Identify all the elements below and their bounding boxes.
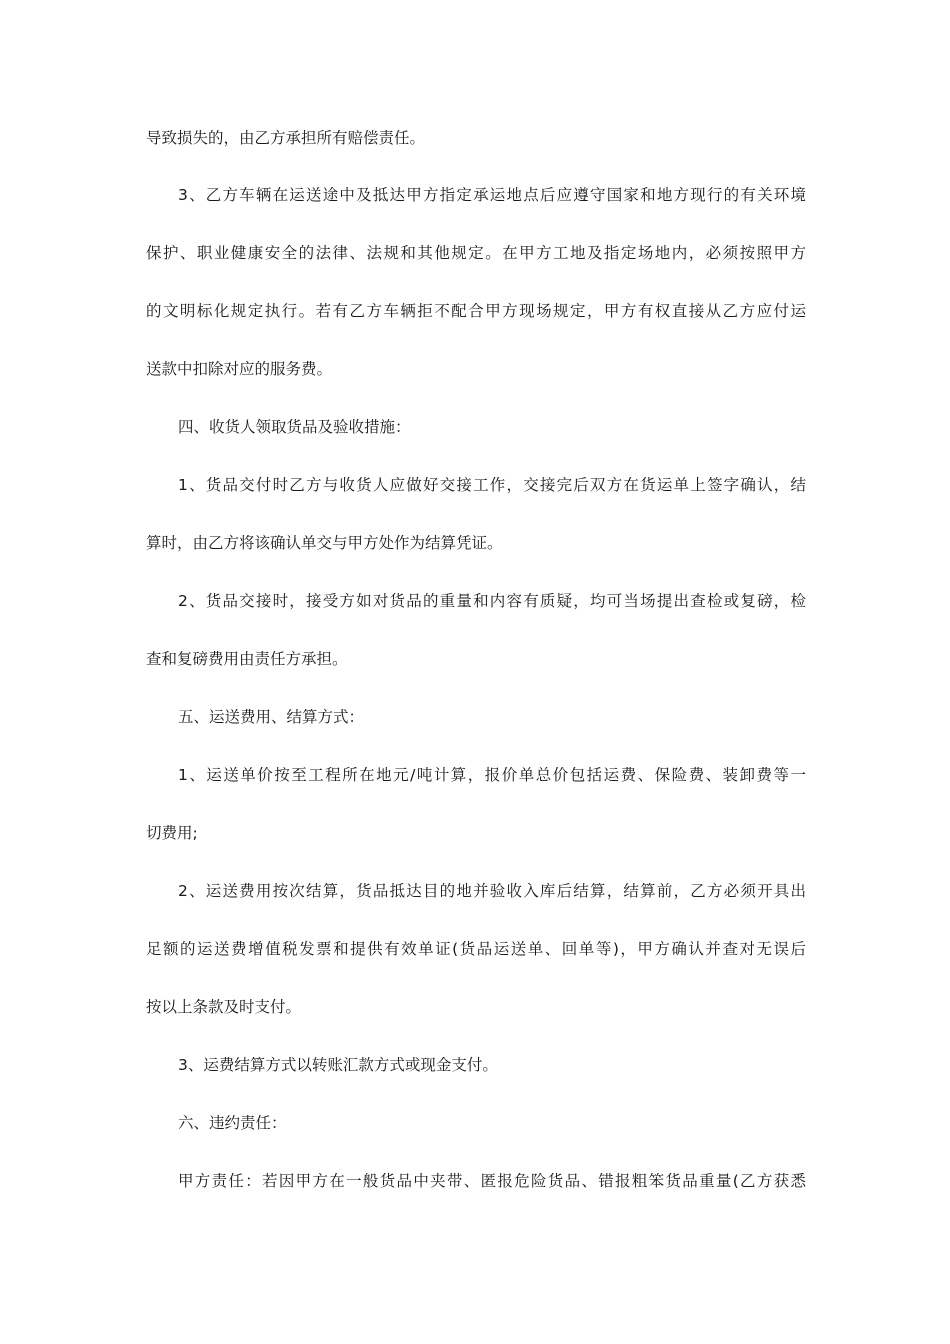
paragraph-line: 1、货品交付时乙方与收货人应做好交接工作，交接完后双方在货运单上签字确认，结 [178,476,806,494]
section-heading: 五、运送费用、结算方式： [178,708,365,726]
paragraph-line: 的文明标化规定执行。若有乙方车辆拒不配合甲方现场规定，甲方有权直接从乙方应付运 [146,302,806,320]
paragraph-line: 切费用; [146,824,198,842]
paragraph-line: 1、运送单价按至工程所在地元/吨计算，报价单总价包括运费、保险费、装卸费等一 [178,766,806,784]
section-heading: 六、违约责任： [178,1114,287,1132]
paragraph-line: 按以上条款及时支付。 [146,998,302,1016]
paragraph-line: 保护、职业健康安全的法律、法规和其他规定。在甲方工地及指定场地内，必须按照甲方 [146,244,806,262]
paragraph-line: 送款中扣除对应的服务费。 [146,360,333,378]
paragraph-line: 3、运费结算方式以转账汇款方式或现金支付。 [178,1056,498,1074]
paragraph-line: 2、货品交接时，接受方如对货品的重量和内容有质疑，均可当场提出查检或复磅，检 [178,592,806,610]
paragraph-line: 甲方责任：若因甲方在一般货品中夹带、匿报危险货品、错报粗笨货品重量(乙方获悉 [178,1172,806,1190]
paragraph-line: 查和复磅费用由责任方承担。 [146,650,348,668]
paragraph-line: 导致损失的，由乙方承担所有赔偿责任。 [146,129,426,147]
paragraph-line: 3、乙方车辆在运送途中及抵达甲方指定承运地点后应遵守国家和地方现行的有关环境 [178,186,806,204]
paragraph-line: 2、运送费用按次结算，货品抵达目的地并验收入库后结算，结算前，乙方必须开具出 [178,882,806,900]
paragraph-line: 算时，由乙方将该确认单交与甲方处作为结算凭证。 [146,534,503,552]
paragraph-line: 足额的运送费增值税发票和提供有效单证(货品运送单、回单等)，甲方确认并查对无误后 [146,940,806,958]
section-heading: 四、收货人领取货品及验收措施： [178,418,411,436]
